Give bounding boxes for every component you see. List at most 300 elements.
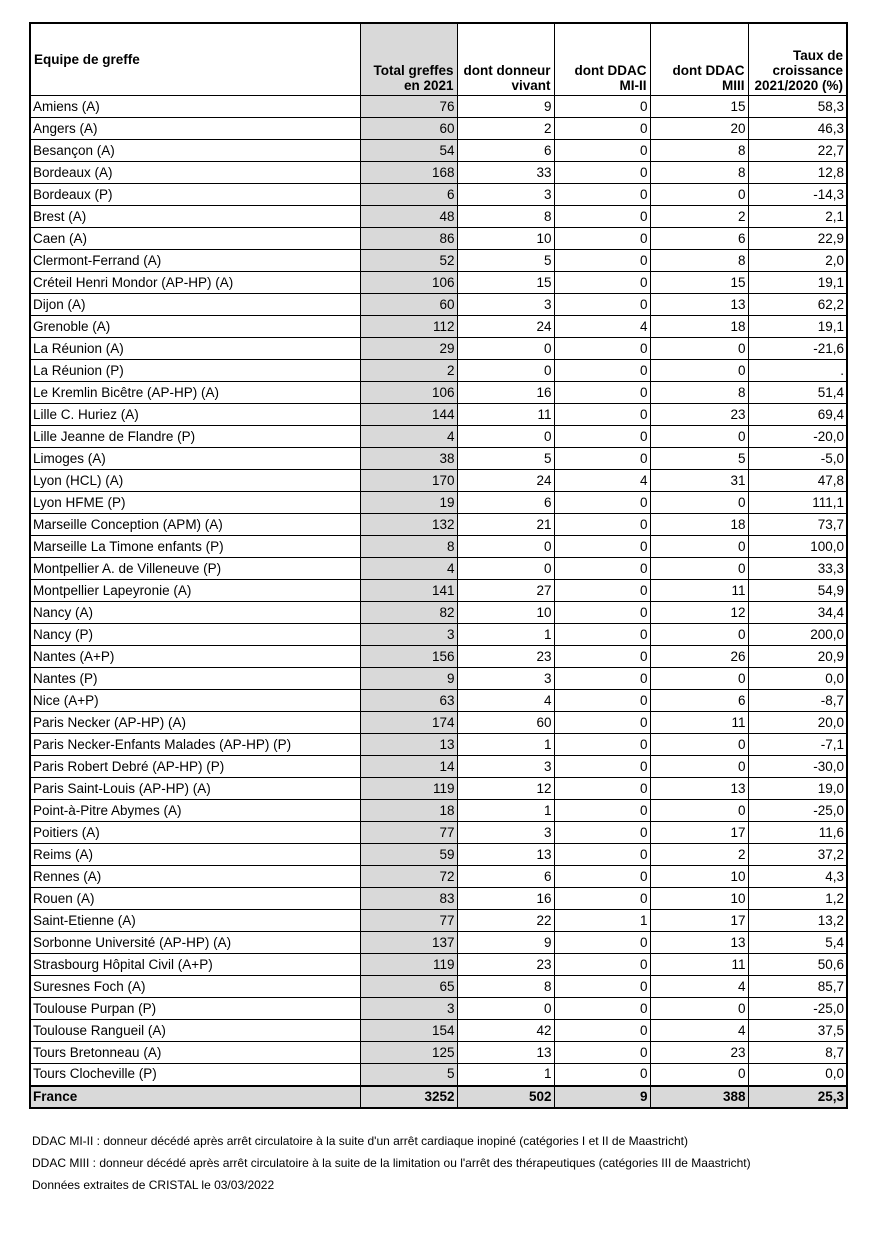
ddac-miii-cell: 0 — [650, 1064, 748, 1086]
living-donor-cell: 11 — [457, 404, 554, 426]
team-cell: Bordeaux (P) — [30, 184, 360, 206]
total-cell: 5 — [360, 1064, 457, 1086]
growth-rate-cell: 111,1 — [748, 492, 847, 514]
living-donor-cell: 9 — [457, 932, 554, 954]
living-donor-cell: 15 — [457, 272, 554, 294]
table-row — [30, 976, 847, 998]
ddac-miii-cell: 0 — [650, 756, 748, 778]
ddac-miii-cell: 11 — [650, 580, 748, 602]
ddac-miii-cell: 13 — [650, 294, 748, 316]
living-donor-cell: 502 — [457, 1086, 554, 1108]
ddac-miii-cell: 5 — [650, 448, 748, 470]
table-row — [30, 250, 847, 272]
total-cell: 170 — [360, 470, 457, 492]
total-cell: 125 — [360, 1042, 457, 1064]
ddac-mi-ii-cell: 9 — [554, 1086, 650, 1108]
total-cell: 119 — [360, 778, 457, 800]
table-row — [30, 1064, 847, 1086]
team-cell: Clermont-Ferrand (A) — [30, 250, 360, 272]
table-row — [30, 536, 847, 558]
team-cell: Marseille Conception (APM) (A) — [30, 514, 360, 536]
table-row — [30, 602, 847, 624]
total-cell: 168 — [360, 162, 457, 184]
ddac-mi-ii-cell: 0 — [554, 668, 650, 690]
ddac-mi-ii-cell: 0 — [554, 184, 650, 206]
growth-rate-cell: 4,3 — [748, 866, 847, 888]
ddac-mi-ii-cell: 0 — [554, 954, 650, 976]
team-cell: Montpellier A. de Villeneuve (P) — [30, 558, 360, 580]
total-cell: 141 — [360, 580, 457, 602]
ddac-miii-cell: 8 — [650, 250, 748, 272]
total-cell: 9 — [360, 668, 457, 690]
ddac-mi-ii-cell: 0 — [554, 404, 650, 426]
ddac-miii-cell: 0 — [650, 998, 748, 1020]
team-cell: Poitiers (A) — [30, 822, 360, 844]
growth-rate-cell: 2,0 — [748, 250, 847, 272]
living-donor-cell: 8 — [457, 206, 554, 228]
team-cell: Rouen (A) — [30, 888, 360, 910]
team-cell: Nice (A+P) — [30, 690, 360, 712]
living-donor-cell: 23 — [457, 646, 554, 668]
growth-rate-cell: -8,7 — [748, 690, 847, 712]
living-donor-cell: 1 — [457, 1064, 554, 1086]
living-donor-cell: 3 — [457, 668, 554, 690]
ddac-mi-ii-cell: 0 — [554, 1020, 650, 1042]
total-cell: 6 — [360, 184, 457, 206]
team-cell: Sorbonne Université (AP-HP) (A) — [30, 932, 360, 954]
ddac-miii-cell: 0 — [650, 360, 748, 382]
team-cell: Nantes (P) — [30, 668, 360, 690]
team-cell: Angers (A) — [30, 118, 360, 140]
growth-rate-cell: 62,2 — [748, 294, 847, 316]
team-cell: Montpellier Lapeyronie (A) — [30, 580, 360, 602]
growth-rate-cell: 22,9 — [748, 228, 847, 250]
table-row — [30, 734, 847, 756]
table-row — [30, 162, 847, 184]
growth-rate-cell: . — [748, 360, 847, 382]
growth-rate-cell: 69,4 — [748, 404, 847, 426]
ddac-mi-ii-cell: 0 — [554, 206, 650, 228]
living-donor-cell: 1 — [457, 800, 554, 822]
ddac-mi-ii-cell: 0 — [554, 844, 650, 866]
growth-rate-cell: -30,0 — [748, 756, 847, 778]
ddac-mi-ii-cell: 0 — [554, 624, 650, 646]
table-row — [30, 492, 847, 514]
header-ddac-miii: dont DDAC MIII — [650, 23, 748, 96]
growth-rate-cell: 73,7 — [748, 514, 847, 536]
living-donor-cell: 10 — [457, 602, 554, 624]
table-row — [30, 646, 847, 668]
team-cell: Paris Necker (AP-HP) (A) — [30, 712, 360, 734]
growth-rate-cell: 34,4 — [748, 602, 847, 624]
growth-rate-cell: 54,9 — [748, 580, 847, 602]
ddac-miii-cell: 11 — [650, 954, 748, 976]
ddac-miii-cell: 31 — [650, 470, 748, 492]
team-cell: Nancy (P) — [30, 624, 360, 646]
living-donor-cell: 16 — [457, 382, 554, 404]
footnote-ddac-miii: DDAC MIII : donneur décédé après arrêt circulatoire à la suite de la limitation ou l'arrêt des thérapeutiques (catégories III de Maastricht) — [32, 1156, 751, 1170]
living-donor-cell: 2 — [457, 118, 554, 140]
table-row — [30, 954, 847, 976]
living-donor-cell: 1 — [457, 734, 554, 756]
living-donor-cell: 3 — [457, 184, 554, 206]
growth-rate-cell: 19,1 — [748, 316, 847, 338]
team-cell: Grenoble (A) — [30, 316, 360, 338]
ddac-miii-cell: 8 — [650, 162, 748, 184]
growth-rate-cell: 58,3 — [748, 96, 847, 118]
table-row — [30, 668, 847, 690]
team-cell: Rennes (A) — [30, 866, 360, 888]
table-row — [30, 910, 847, 932]
ddac-miii-cell: 26 — [650, 646, 748, 668]
ddac-mi-ii-cell: 0 — [554, 272, 650, 294]
team-cell: Amiens (A) — [30, 96, 360, 118]
ddac-mi-ii-cell: 0 — [554, 866, 650, 888]
table-row — [30, 712, 847, 734]
team-cell: Bordeaux (A) — [30, 162, 360, 184]
total-cell: 112 — [360, 316, 457, 338]
table-row — [30, 96, 847, 118]
growth-rate-cell: 33,3 — [748, 558, 847, 580]
total-cell: 63 — [360, 690, 457, 712]
team-cell: Lyon HFME (P) — [30, 492, 360, 514]
ddac-miii-cell: 10 — [650, 866, 748, 888]
team-cell: Marseille La Timone enfants (P) — [30, 536, 360, 558]
table-row — [30, 184, 847, 206]
footnote-source: Données extraites de CRISTAL le 03/03/2022 — [32, 1178, 275, 1192]
transplant-table — [29, 22, 848, 1109]
ddac-miii-cell: 0 — [650, 492, 748, 514]
total-cell: 144 — [360, 404, 457, 426]
team-cell: Lille C. Huriez (A) — [30, 404, 360, 426]
total-cell: 18 — [360, 800, 457, 822]
table-row — [30, 1042, 847, 1064]
header-ddac-mi-ii: dont DDAC MI-II — [554, 23, 650, 96]
total-cell: 3 — [360, 998, 457, 1020]
ddac-miii-cell: 10 — [650, 888, 748, 910]
ddac-mi-ii-cell: 4 — [554, 316, 650, 338]
team-cell: Nancy (A) — [30, 602, 360, 624]
total-cell: 29 — [360, 338, 457, 360]
living-donor-cell: 42 — [457, 1020, 554, 1042]
growth-rate-cell: 0,0 — [748, 668, 847, 690]
ddac-mi-ii-cell: 0 — [554, 602, 650, 624]
ddac-mi-ii-cell: 0 — [554, 118, 650, 140]
living-donor-cell: 23 — [457, 954, 554, 976]
table-row — [30, 514, 847, 536]
total-cell: 2 — [360, 360, 457, 382]
header-living-donor: dont donneur vivant — [457, 23, 554, 96]
table-row — [30, 140, 847, 162]
total-cell: 4 — [360, 426, 457, 448]
ddac-miii-cell: 17 — [650, 910, 748, 932]
ddac-mi-ii-cell: 0 — [554, 448, 650, 470]
growth-rate-cell: -14,3 — [748, 184, 847, 206]
total-cell: 132 — [360, 514, 457, 536]
living-donor-cell: 0 — [457, 998, 554, 1020]
living-donor-cell: 3 — [457, 756, 554, 778]
total-cell: 38 — [360, 448, 457, 470]
table-row — [30, 778, 847, 800]
ddac-mi-ii-cell: 0 — [554, 998, 650, 1020]
ddac-miii-cell: 6 — [650, 690, 748, 712]
table-row — [30, 360, 847, 382]
total-cell: 86 — [360, 228, 457, 250]
ddac-miii-cell: 8 — [650, 382, 748, 404]
total-cell: 4 — [360, 558, 457, 580]
ddac-mi-ii-cell: 0 — [554, 888, 650, 910]
living-donor-cell: 27 — [457, 580, 554, 602]
growth-rate-cell: 51,4 — [748, 382, 847, 404]
header-growth-rate: Taux de croissance 2021/2020 (%) — [748, 23, 847, 96]
growth-rate-cell: 11,6 — [748, 822, 847, 844]
living-donor-cell: 3 — [457, 822, 554, 844]
growth-rate-cell: 25,3 — [748, 1086, 847, 1108]
ddac-miii-cell: 2 — [650, 844, 748, 866]
ddac-mi-ii-cell: 0 — [554, 228, 650, 250]
ddac-mi-ii-cell: 0 — [554, 338, 650, 360]
total-cell: 60 — [360, 294, 457, 316]
ddac-miii-cell: 0 — [650, 426, 748, 448]
team-cell: Paris Necker-Enfants Malades (AP-HP) (P) — [30, 734, 360, 756]
ddac-miii-cell: 0 — [650, 668, 748, 690]
living-donor-cell: 13 — [457, 844, 554, 866]
table-row — [30, 1020, 847, 1042]
living-donor-cell: 3 — [457, 294, 554, 316]
ddac-mi-ii-cell: 0 — [554, 580, 650, 602]
team-cell: Limoges (A) — [30, 448, 360, 470]
living-donor-cell: 33 — [457, 162, 554, 184]
growth-rate-cell: 47,8 — [748, 470, 847, 492]
living-donor-cell: 0 — [457, 338, 554, 360]
growth-rate-cell: 85,7 — [748, 976, 847, 998]
living-donor-cell: 0 — [457, 360, 554, 382]
table-row — [30, 272, 847, 294]
ddac-mi-ii-cell: 0 — [554, 426, 650, 448]
total-cell: 174 — [360, 712, 457, 734]
ddac-mi-ii-cell: 0 — [554, 778, 650, 800]
table-row — [30, 844, 847, 866]
ddac-mi-ii-cell: 0 — [554, 1042, 650, 1064]
total-cell: 72 — [360, 866, 457, 888]
footnotes — [32, 1130, 751, 1196]
living-donor-cell: 22 — [457, 910, 554, 932]
ddac-mi-ii-cell: 0 — [554, 492, 650, 514]
growth-rate-cell: 37,2 — [748, 844, 847, 866]
ddac-mi-ii-cell: 0 — [554, 690, 650, 712]
table-row — [30, 800, 847, 822]
growth-rate-cell: -21,6 — [748, 338, 847, 360]
living-donor-cell: 12 — [457, 778, 554, 800]
growth-rate-cell: -5,0 — [748, 448, 847, 470]
ddac-miii-cell: 0 — [650, 624, 748, 646]
table-row — [30, 118, 847, 140]
ddac-miii-cell: 0 — [650, 338, 748, 360]
living-donor-cell: 9 — [457, 96, 554, 118]
total-cell: 119 — [360, 954, 457, 976]
living-donor-cell: 8 — [457, 976, 554, 998]
growth-rate-cell: 0,0 — [748, 1064, 847, 1086]
team-cell: Créteil Henri Mondor (AP-HP) (A) — [30, 272, 360, 294]
growth-rate-cell: 37,5 — [748, 1020, 847, 1042]
footnote-ddac-mi-ii: DDAC MI-II : donneur décédé après arrêt circulatoire à la suite d'un arrêt cardiaque inopiné (catégories I et II de Maastricht) — [32, 1134, 688, 1148]
table-row — [30, 822, 847, 844]
team-cell: Paris Robert Debré (AP-HP) (P) — [30, 756, 360, 778]
total-cell: 77 — [360, 822, 457, 844]
ddac-mi-ii-cell: 4 — [554, 470, 650, 492]
living-donor-cell: 5 — [457, 250, 554, 272]
team-cell: Dijon (A) — [30, 294, 360, 316]
total-cell: 19 — [360, 492, 457, 514]
ddac-miii-cell: 8 — [650, 140, 748, 162]
total-cell: 106 — [360, 272, 457, 294]
growth-rate-cell: -25,0 — [748, 800, 847, 822]
ddac-miii-cell: 0 — [650, 184, 748, 206]
ddac-miii-cell: 18 — [650, 514, 748, 536]
team-cell: Le Kremlin Bicêtre (AP-HP) (A) — [30, 382, 360, 404]
growth-rate-cell: 5,4 — [748, 932, 847, 954]
ddac-miii-cell: 18 — [650, 316, 748, 338]
ddac-mi-ii-cell: 0 — [554, 162, 650, 184]
living-donor-cell: 24 — [457, 470, 554, 492]
total-cell: 156 — [360, 646, 457, 668]
team-cell: La Réunion (P) — [30, 360, 360, 382]
team-cell: La Réunion (A) — [30, 338, 360, 360]
table-row — [30, 932, 847, 954]
living-donor-cell: 4 — [457, 690, 554, 712]
header-total: Total greffes en 2021 — [360, 23, 457, 96]
total-cell: 48 — [360, 206, 457, 228]
total-cell: 54 — [360, 140, 457, 162]
ddac-miii-cell: 0 — [650, 800, 748, 822]
total-cell: 137 — [360, 932, 457, 954]
team-cell: Saint-Etienne (A) — [30, 910, 360, 932]
ddac-miii-cell: 0 — [650, 536, 748, 558]
team-cell: Strasbourg Hôpital Civil (A+P) — [30, 954, 360, 976]
team-cell: Paris Saint-Louis (AP-HP) (A) — [30, 778, 360, 800]
ddac-mi-ii-cell: 0 — [554, 734, 650, 756]
ddac-mi-ii-cell: 0 — [554, 294, 650, 316]
team-cell: Lyon (HCL) (A) — [30, 470, 360, 492]
growth-rate-cell: 1,2 — [748, 888, 847, 910]
living-donor-cell: 1 — [457, 624, 554, 646]
ddac-mi-ii-cell: 0 — [554, 536, 650, 558]
living-donor-cell: 10 — [457, 228, 554, 250]
team-cell: Suresnes Foch (A) — [30, 976, 360, 998]
team-cell: Lille Jeanne de Flandre (P) — [30, 426, 360, 448]
ddac-mi-ii-cell: 0 — [554, 382, 650, 404]
ddac-miii-cell: 17 — [650, 822, 748, 844]
ddac-miii-cell: 6 — [650, 228, 748, 250]
total-cell: 76 — [360, 96, 457, 118]
living-donor-cell: 5 — [457, 448, 554, 470]
team-cell: Tours Clocheville (P) — [30, 1064, 360, 1086]
team-cell: Brest (A) — [30, 206, 360, 228]
table-row — [30, 888, 847, 910]
ddac-mi-ii-cell: 0 — [554, 800, 650, 822]
table-row — [30, 206, 847, 228]
growth-rate-cell: -20,0 — [748, 426, 847, 448]
table-row — [30, 382, 847, 404]
table-row — [30, 404, 847, 426]
growth-rate-cell: 20,0 — [748, 712, 847, 734]
table-row — [30, 624, 847, 646]
total-cell: 154 — [360, 1020, 457, 1042]
total-cell: 60 — [360, 118, 457, 140]
growth-rate-cell: -25,0 — [748, 998, 847, 1020]
ddac-miii-cell: 15 — [650, 96, 748, 118]
team-cell: Toulouse Purpan (P) — [30, 998, 360, 1020]
ddac-miii-cell: 15 — [650, 272, 748, 294]
ddac-mi-ii-cell: 0 — [554, 360, 650, 382]
ddac-miii-cell: 20 — [650, 118, 748, 140]
table-row — [30, 866, 847, 888]
team-cell: Toulouse Rangueil (A) — [30, 1020, 360, 1042]
table-row — [30, 228, 847, 250]
table-row — [30, 470, 847, 492]
team-cell: Point-à-Pitre Abymes (A) — [30, 800, 360, 822]
ddac-mi-ii-cell: 0 — [554, 96, 650, 118]
table-row — [30, 690, 847, 712]
growth-rate-cell: 20,9 — [748, 646, 847, 668]
team-cell: Reims (A) — [30, 844, 360, 866]
table-body — [30, 96, 847, 1108]
table-row — [30, 580, 847, 602]
ddac-miii-cell: 388 — [650, 1086, 748, 1108]
ddac-mi-ii-cell: 0 — [554, 514, 650, 536]
growth-rate-cell: 12,8 — [748, 162, 847, 184]
ddac-mi-ii-cell: 0 — [554, 756, 650, 778]
ddac-miii-cell: 2 — [650, 206, 748, 228]
team-cell: Nantes (A+P) — [30, 646, 360, 668]
growth-rate-cell: 13,2 — [748, 910, 847, 932]
total-cell: 77 — [360, 910, 457, 932]
total-cell: 3252 — [360, 1086, 457, 1108]
total-cell: 65 — [360, 976, 457, 998]
table-row — [30, 316, 847, 338]
total-cell: 52 — [360, 250, 457, 272]
ddac-miii-cell: 4 — [650, 976, 748, 998]
living-donor-cell: 13 — [457, 1042, 554, 1064]
living-donor-cell: 21 — [457, 514, 554, 536]
ddac-mi-ii-cell: 0 — [554, 822, 650, 844]
table-row — [30, 558, 847, 580]
total-cell: 3 — [360, 624, 457, 646]
ddac-mi-ii-cell: 0 — [554, 712, 650, 734]
header-row — [30, 23, 847, 96]
ddac-miii-cell: 4 — [650, 1020, 748, 1042]
living-donor-cell: 6 — [457, 492, 554, 514]
growth-rate-cell: -7,1 — [748, 734, 847, 756]
growth-rate-cell: 200,0 — [748, 624, 847, 646]
table-row — [30, 756, 847, 778]
total-cell: 59 — [360, 844, 457, 866]
ddac-miii-cell: 13 — [650, 778, 748, 800]
total-cell: 14 — [360, 756, 457, 778]
ddac-miii-cell: 13 — [650, 932, 748, 954]
living-donor-cell: 60 — [457, 712, 554, 734]
growth-rate-cell: 50,6 — [748, 954, 847, 976]
ddac-miii-cell: 23 — [650, 1042, 748, 1064]
ddac-mi-ii-cell: 0 — [554, 646, 650, 668]
living-donor-cell: 24 — [457, 316, 554, 338]
table-row — [30, 448, 847, 470]
growth-rate-cell: 2,1 — [748, 206, 847, 228]
total-cell: 106 — [360, 382, 457, 404]
growth-rate-cell: 8,7 — [748, 1042, 847, 1064]
team-cell: Caen (A) — [30, 228, 360, 250]
ddac-mi-ii-cell: 0 — [554, 140, 650, 162]
